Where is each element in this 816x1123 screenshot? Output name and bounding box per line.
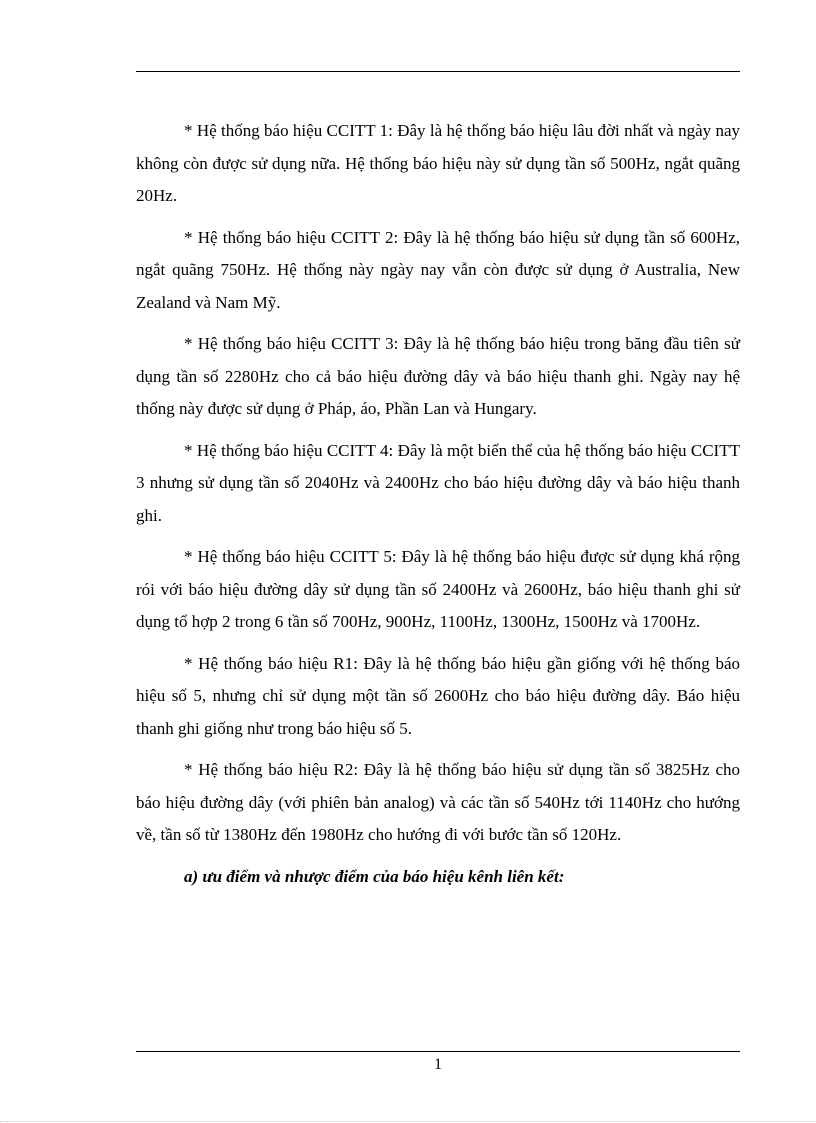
paragraph-ccitt-4: * Hệ thống báo hiệu CCITT 4: Đây là một biến thể của hệ thống báo hiệu CCITT 3 nhưng sử dụng tần số 2040Hz và 2400Hz cho báo hiệu đường dây và báo hiệu thanh ghi. <box>136 440 740 525</box>
page-edge-divider <box>0 1121 816 1122</box>
paragraph-ccitt-3: * Hệ thống báo hiệu CCITT 3: Đây là hệ thống báo hiệu trong băng đầu tiên sử dụng tần số 2280Hz cho cả báo hiệu đường dây và báo hiệu thanh ghi. Ngày nay hệ thống này được sử dụng ở Pháp, áo, Phần Lan và Hungary. <box>136 334 740 418</box>
section-heading: a) ưu điểm và nhược điểm của báo hiệu kênh liên kết: <box>184 866 565 886</box>
page-number: 1 <box>434 1056 442 1073</box>
paragraph-ccitt-1: * Hệ thống báo hiệu CCITT 1: Đây là hệ thống báo hiệu lâu đời nhất và ngày nay không còn được sử dụng nữa. Hệ thống báo hiệu này sử dụng tần số 500Hz, ngắt quãng 20Hz. <box>136 121 740 205</box>
paragraph-ccitt-2: * Hệ thống báo hiệu CCITT 2: Đây là hệ thống báo hiệu sử dụng tần số 600Hz, ngắt quãng 750Hz. Hệ thống này ngày nay vẫn còn được sử dụng ở Australia, New Zealand và Nam Mỹ. <box>136 227 740 312</box>
paragraph-ccitt-5: * Hệ thống báo hiệu CCITT 5: Đây là hệ thống báo hiệu được sử dụng khá rộng rói với báo hiệu đường dây sử dụng tần số 2400Hz và 2600Hz, báo hiệu thanh ghi sử dụng tổ hợp 2 trong 6 tần số 700Hz, 900Hz, 1100Hz, 1300Hz, 1500Hz và 1700Hz. <box>136 547 740 631</box>
page-body <box>136 115 740 893</box>
paragraph-r1: * Hệ thống báo hiệu R1: Đây là hệ thống báo hiệu gần giống với hệ thống báo hiệu số 5, nhưng chỉ sử dụng một tần số 2600Hz cho báo hiệu đường dây. Báo hiệu thanh ghi giống như trong báo hiệu số 5. <box>136 653 740 738</box>
paragraph-r2: * Hệ thống báo hiệu R2: Đây là hệ thống báo hiệu sử dụng tần số 3825Hz cho báo hiệu đường dây (với phiên bản analog) và các tần số 540Hz tới 1140Hz cho hướng về, tần số từ 1380Hz đến 1980Hz cho hướng đi với bước tần số 120Hz. <box>136 760 740 844</box>
footer-rule <box>136 1051 740 1052</box>
header-rule <box>136 71 740 72</box>
